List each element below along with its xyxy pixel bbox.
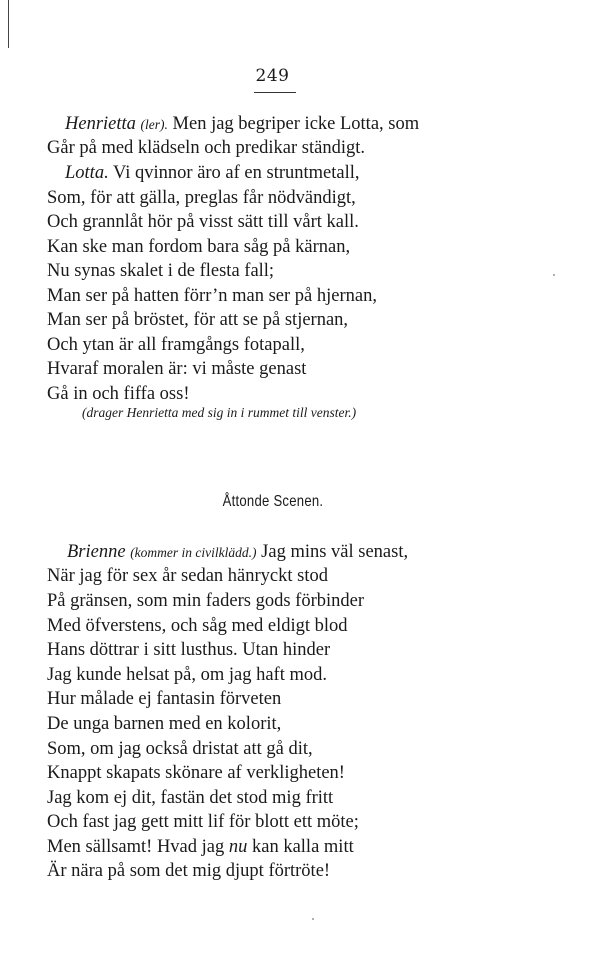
speaker-lotta: Lotta. xyxy=(65,163,109,183)
verse-line-18: Jag kunde helsat på, om jag haft mod. xyxy=(47,665,328,685)
verse-line-11: Hvaraf moralen är: vi måste genast xyxy=(47,359,307,379)
page-number: 249 xyxy=(255,66,290,86)
verse-line-19: Hur målade ej fantasin förveten xyxy=(47,689,282,709)
page-number-rule xyxy=(254,92,296,93)
speech-text: Jag mins väl senast, xyxy=(261,542,409,562)
emphasized-word: nu xyxy=(228,837,248,857)
verse-line-16: Med öfverstens, och såg med eldigt blod xyxy=(47,616,348,636)
verse-line-20: De unga barnen med en kolorit, xyxy=(47,714,282,734)
verse-line-10: Och ytan är all framgångs fotapall, xyxy=(47,335,305,355)
verse-line-25 xyxy=(47,835,354,859)
binding-edge-line xyxy=(8,0,9,48)
verse-line-22: Knappt skapats skönare af verkligheten! xyxy=(47,763,345,783)
verse-line-12: Gå in och fiffa oss! xyxy=(47,384,190,404)
verse-line-21: Som, om jag också dristat att gå dit, xyxy=(47,739,313,759)
scene-heading: Åttonde Scenen. xyxy=(222,493,324,510)
speech-text: kan kalla mitt xyxy=(252,837,354,857)
stage-direction-ler: (ler). xyxy=(140,117,168,132)
verse-line-17: Hans döttrar i sitt lusthus. Utan hinder xyxy=(47,640,331,660)
verse-line-3 xyxy=(65,161,360,185)
stage-direction-civilkladd: (kommer in civilklädd.) xyxy=(130,545,257,560)
speech-text: Vi qvinnor äro af en struntmetall, xyxy=(113,163,360,183)
verse-line-9: Man ser på bröstet, för att se på stjernan, xyxy=(47,310,349,330)
speech-text: Men jag begriper icke Lotta, som xyxy=(172,114,420,134)
speech-text: Men sällsamt! Hvad jag xyxy=(47,837,225,857)
verse-line-14: När jag för sex år sedan hänryckt stod xyxy=(47,566,328,586)
verse-line-5: Och grannlåt hör på visst sätt till vårt kall. xyxy=(47,212,359,232)
verse-line-1 xyxy=(65,112,419,137)
verse-line-13 xyxy=(67,540,408,565)
verse-line-24: Och fast jag gett mitt lif för blott ett möte; xyxy=(47,812,359,832)
paper-speck xyxy=(312,918,314,920)
verse-line-7: Nu synas skalet i de flesta fall; xyxy=(47,261,275,281)
speaker-henrietta: Henrietta xyxy=(65,114,136,134)
verse-line-2: Går på med klädseln och predikar ständigt. xyxy=(47,138,365,158)
verse-line-6: Kan ske man fordom bara såg på kärnan, xyxy=(47,237,351,257)
paper-speck xyxy=(553,274,555,276)
verse-line-8: Man ser på hatten förr’n man ser på hjernan, xyxy=(47,286,377,306)
speaker-brienne: Brienne xyxy=(67,542,126,562)
verse-line-4: Som, för att gälla, preglas får nödvändigt, xyxy=(47,188,356,208)
verse-line-23: Jag kom ej dit, fastän det stod mig fritt xyxy=(47,788,334,808)
stage-direction-exit: (drager Henrietta med sig in i rummet till venster.) xyxy=(82,405,357,420)
verse-line-15: På gränsen, som min faders gods förbinder xyxy=(47,591,365,611)
verse-line-26: Är nära på som det mig djupt förtröte! xyxy=(47,861,331,881)
